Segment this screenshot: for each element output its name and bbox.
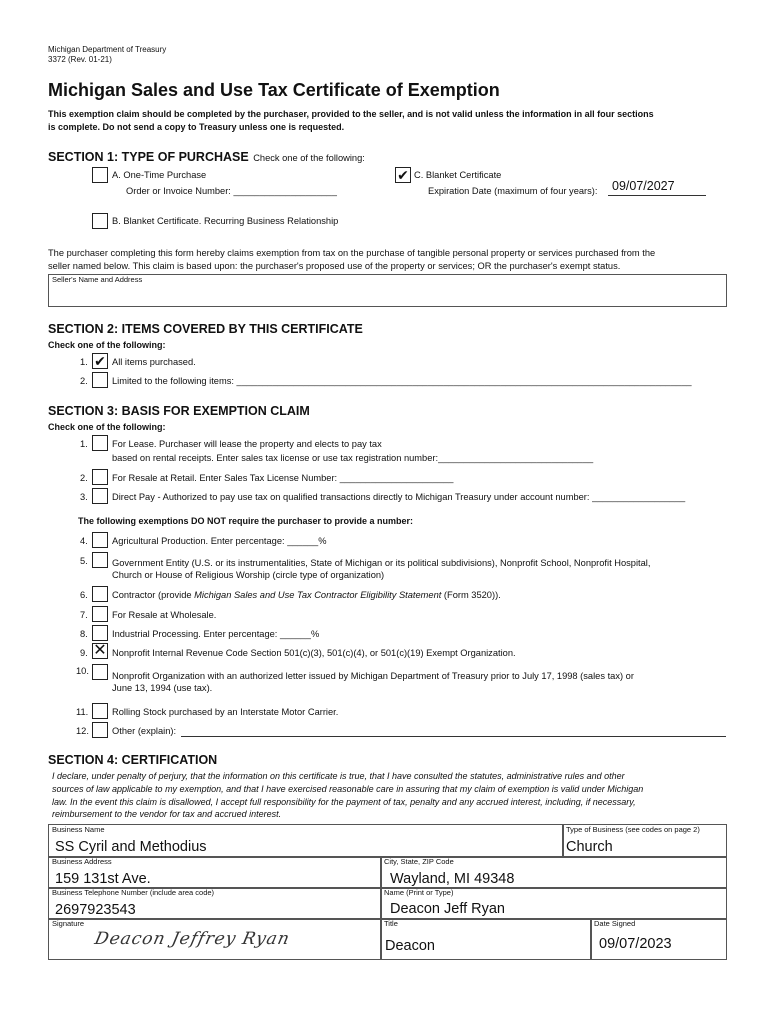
item-number: 3. (80, 492, 88, 502)
government-entity-label-2: Church or House of Religious Worship (circle type of organization) (112, 570, 385, 580)
resale-retail-label[interactable]: For Resale at Retail. Enter Sales Tax License Number: ______________________ (112, 473, 454, 483)
resale-wholesale-checkbox[interactable] (92, 606, 108, 622)
intro-line-2: is complete. Do not send a copy to Treasury unless one is requested. (48, 122, 345, 132)
declaration-line-3: law. In the event this claim is disallowed, I accept full responsibility for the payment of tax, penalty and any accrued interest, including, if necessary, (52, 797, 636, 807)
item-number: 7. (80, 610, 88, 620)
business-address-label: Business Address (52, 857, 112, 866)
printed-name-field[interactable] (380, 887, 727, 920)
business-name-field[interactable] (48, 824, 564, 858)
signature-field[interactable] (48, 918, 382, 960)
seller-name-address-label: Seller's Name and Address (52, 275, 143, 284)
item-number: 8. (80, 629, 88, 639)
printed-name-label: Name (Print or Type) (384, 888, 454, 897)
business-phone-value: 2697923543 (55, 902, 136, 918)
section2-instruction: Check one of the following: (48, 340, 166, 350)
item-number: 1. (80, 357, 88, 367)
other-explain-field[interactable] (181, 725, 726, 737)
nonprofit-501c-checkbox[interactable]: ✕ (93, 642, 107, 659)
signature-image: Deacon Jeffrey Ryan (92, 929, 292, 949)
expiration-date-value: 09/07/2027 (612, 179, 675, 193)
form-revision: 3372 (Rev. 01-21) (48, 55, 112, 64)
contractor-label: Contractor (provide Michigan Sales and Use Tax Contractor Eligibility Statement (Form 3520)). (112, 590, 501, 600)
title-label: Title (384, 919, 398, 928)
section1-title: SECTION 1: TYPE OF PURCHASE (48, 150, 249, 164)
rolling-stock-label: Rolling Stock purchased by an Interstate Motor Carrier. (112, 707, 339, 717)
resale-retail-checkbox[interactable] (92, 469, 108, 485)
nonprofit-letter-label-2: June 13, 1994 (use tax). (112, 683, 213, 693)
page-title: Michigan Sales and Use Tax Certificate of Exemption (48, 80, 500, 100)
section2-title: SECTION 2: ITEMS COVERED BY THIS CERTIFICATE (48, 322, 363, 336)
recurring-business-label: B. Blanket Certificate. Recurring Business Relationship (112, 216, 339, 226)
business-phone-field[interactable] (48, 887, 382, 920)
business-type-field[interactable] (562, 824, 727, 858)
business-address-field[interactable] (48, 856, 382, 889)
government-entity-checkbox[interactable] (92, 552, 108, 568)
declaration-line-4: reimbursement to the vendor for tax and accrued interest. (52, 809, 282, 819)
nonprofit-letter-label: Nonprofit Organization with an authorized letter issued by Michigan Department of Treasury prior to July 17, 1998 (sales tax) or (112, 671, 634, 681)
declaration-line-1: I declare, under penalty of perjury, that the information on this certificate is true, that I have consulted the statutes, administrative rules and other (52, 771, 625, 781)
printed-name-value: Deacon Jeff Ryan (390, 901, 505, 917)
item-number: 9. (80, 648, 88, 658)
industrial-processing-checkbox[interactable] (92, 625, 108, 641)
item-number: 10. (76, 666, 89, 676)
claim-text-line-1: The purchaser completing this form hereby claims exemption from tax on the purchase of tangible personal property or services purchased from the (48, 248, 656, 258)
limited-items-label[interactable]: Limited to the following items: ________________________________________________________________________________________ (112, 376, 692, 386)
agricultural-checkbox[interactable] (92, 532, 108, 548)
agency-name: Michigan Department of Treasury (48, 45, 167, 54)
item-number: 2. (80, 376, 88, 386)
recurring-business-checkbox[interactable] (92, 213, 108, 229)
signature-label: Signature (52, 919, 85, 928)
title-field[interactable] (380, 918, 592, 960)
item-number: 6. (80, 590, 88, 600)
item-number: 5. (80, 556, 88, 566)
item-number: 11. (76, 707, 89, 717)
declaration-line-2: sources of law applicable to my exemption, and that I have exercised reasonable care in assuring that my claim of exemption is valid under Michigan (52, 784, 644, 794)
section3-instruction: Check one of the following: (48, 422, 166, 432)
business-phone-label: Business Telephone Number (include area code) (52, 888, 215, 897)
nonprofit-letter-checkbox[interactable] (92, 664, 108, 680)
item-number: 4. (80, 536, 88, 546)
item-number: 12. (76, 726, 89, 736)
limited-items-checkbox[interactable] (92, 372, 108, 388)
other-checkbox[interactable] (92, 722, 108, 738)
city-state-zip-field[interactable] (380, 856, 727, 889)
business-name-value: SS Cyril and Methodius (55, 839, 207, 855)
item-number: 2. (80, 473, 88, 483)
contractor-checkbox[interactable] (92, 586, 108, 602)
one-time-purchase-checkbox[interactable] (92, 167, 108, 183)
for-lease-label: For Lease. Purchaser will lease the property and elects to pay tax (112, 439, 382, 449)
direct-pay-checkbox[interactable] (92, 488, 108, 504)
all-items-label: All items purchased. (112, 357, 196, 367)
resale-wholesale-label: For Resale at Wholesale. (112, 610, 217, 620)
section1-heading (48, 148, 365, 166)
seller-name-address-field[interactable] (48, 274, 727, 307)
all-items-checkbox[interactable]: ✔ (92, 353, 108, 369)
business-name-label: Business Name (52, 825, 105, 834)
date-signed-label: Date Signed (594, 919, 636, 928)
industrial-processing-label[interactable]: Industrial Processing. Enter percentage: ______% (112, 629, 320, 639)
for-lease-checkbox[interactable] (92, 435, 108, 451)
direct-pay-label[interactable]: Direct Pay - Authorized to pay use tax on qualified transactions directly to Michigan Treasury under account number: __________________ (112, 492, 686, 502)
title-value: Deacon (385, 938, 435, 954)
blanket-certificate-label: C. Blanket Certificate (414, 170, 502, 180)
section1-instruction: Check one of the following: (253, 153, 365, 163)
government-entity-label: Government Entity (U.S. or its instrumentalities, State of Michigan or its political subdivisions), Nonprofit School, Nonprofit Hospital, (112, 558, 651, 568)
item-number: 1. (80, 439, 88, 449)
blanket-certificate-checkbox[interactable]: ✔ (395, 167, 411, 183)
section3-title: SECTION 3: BASIS FOR EXEMPTION CLAIM (48, 404, 310, 418)
no-number-note: The following exemptions DO NOT require the purchaser to provide a number: (78, 516, 414, 526)
business-address-value: 159 131st Ave. (55, 871, 151, 887)
date-signed-value: 09/07/2023 (599, 936, 672, 952)
business-type-label: Type of Business (see codes on page 2) (566, 825, 700, 834)
date-signed-field[interactable] (590, 918, 727, 960)
one-time-purchase-label: A. One-Time Purchase (112, 170, 207, 180)
nonprofit-501c-label: Nonprofit Internal Revenue Code Section 501(c)(3), 501(c)(4), or 501(c)(19) Exempt Organization. (112, 648, 516, 658)
city-state-zip-value: Wayland, MI 49348 (390, 871, 515, 887)
other-label: Other (explain): (112, 726, 177, 736)
claim-text-line-2: seller named below. This claim is based upon: the purchaser's proposed use of the property or services; OR the purchaser's exempt status. (48, 261, 621, 271)
section4-title: SECTION 4: CERTIFICATION (48, 753, 218, 767)
agricultural-label[interactable]: Agricultural Production. Enter percentage: ______% (112, 536, 327, 546)
rolling-stock-checkbox[interactable] (92, 703, 108, 719)
expiration-date-label: Expiration Date (maximum of four years): (428, 186, 598, 196)
expiration-date-field[interactable] (608, 179, 706, 196)
order-invoice-number-field[interactable]: Order or Invoice Number: ____________________ (126, 186, 337, 196)
business-type-value: Church (566, 839, 613, 855)
city-state-zip-label: City, State, ZIP Code (384, 857, 454, 866)
intro-line-1: This exemption claim should be completed by the purchaser, provided to the seller, and is not valid unless the information in all four sections (48, 109, 654, 119)
for-lease-registration-field[interactable]: based on rental receipts. Enter sales tax license or use tax registration number:______________________________ (112, 453, 594, 463)
